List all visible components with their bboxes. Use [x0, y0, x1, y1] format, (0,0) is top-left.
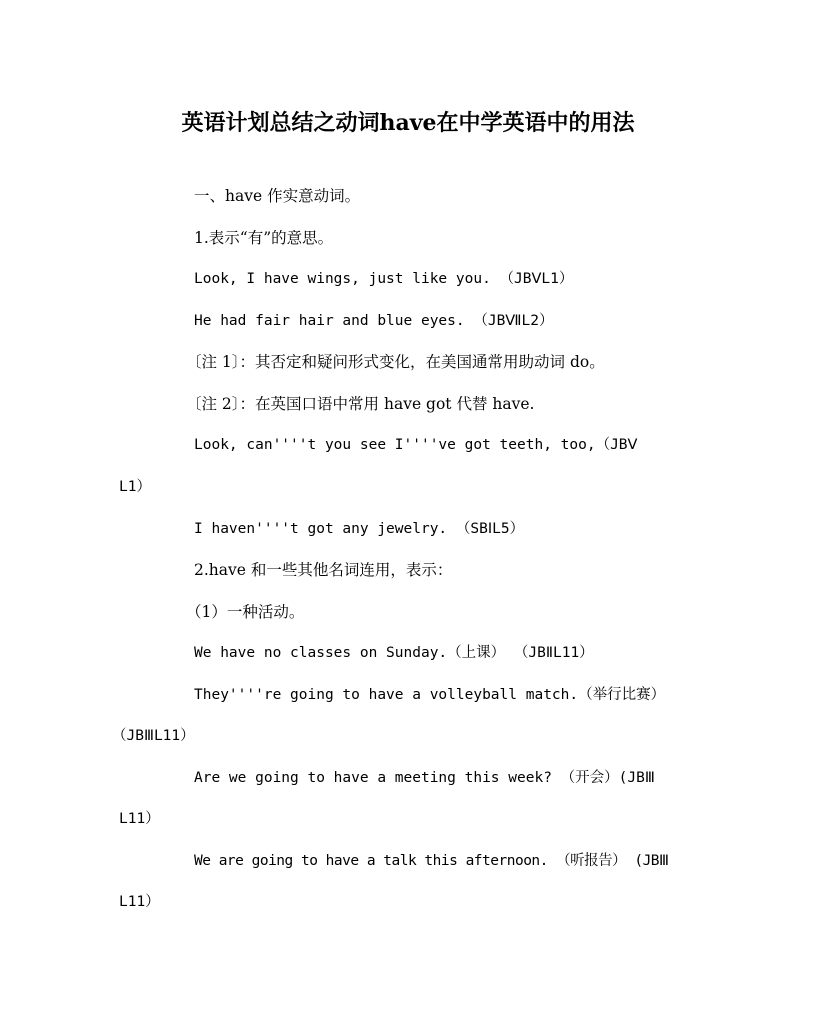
example-sentence-continued: L11）	[119, 811, 160, 827]
example-sentence-continued: L11）	[119, 894, 160, 910]
subsection-heading: 2.have 和一些其他名词连用，表示：	[194, 561, 453, 579]
section-heading: 一、have 作实意动词。	[194, 187, 361, 205]
example-sentence: We have no classes on Sunday.（上课） （JBⅡL11）	[194, 645, 594, 661]
note-line: 〔注 2〕：在英国口语中常用 have got 代替 have.	[186, 395, 535, 413]
document-title: 英语计划总结之动词have在中学英语中的用法	[181, 110, 635, 136]
example-sentence-continued: L1）	[119, 479, 151, 495]
example-sentence-continued: （JBⅢL11）	[112, 728, 195, 744]
subsection-heading: 1.表示“有”的意思。	[194, 229, 334, 247]
example-sentence: We are going to have a talk this afternoon. （听报告） (JBⅢ	[194, 853, 669, 869]
note-line: 〔注 1〕：其否定和疑问形式变化，在美国通常用助动词 do。	[186, 353, 605, 371]
example-sentence: Are we going to have a meeting this week? （开会）(JBⅢ	[194, 770, 655, 786]
list-item-heading: （1）一种活动。	[186, 603, 305, 621]
example-sentence: They''''re going to have a volleyball match.（举行比赛）	[194, 687, 666, 703]
example-sentence: He had fair hair and blue eyes. （JBⅦL2）	[194, 313, 554, 329]
example-sentence: Look, I have wings, just like you. （JBⅤL1）	[194, 271, 574, 287]
example-sentence: Look, can''''t you see I''''ve got teeth, too,（JBⅤ	[194, 437, 638, 453]
example-sentence: I haven''''t got any jewelry. （SBⅠL5）	[194, 521, 525, 537]
